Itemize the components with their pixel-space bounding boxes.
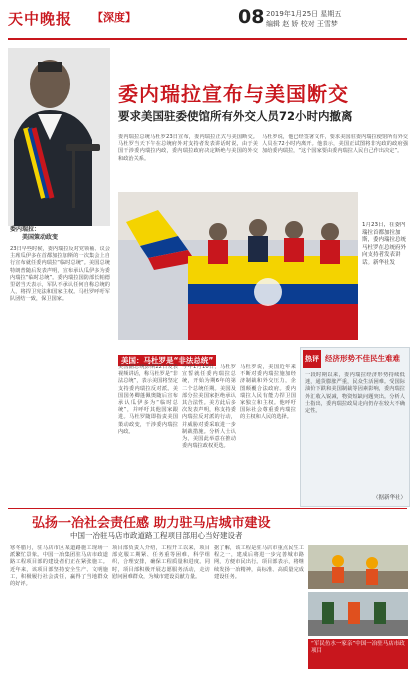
analysis-source: （据新华社） [373, 495, 407, 501]
lead-headline: 委内瑞拉宣布与美国断交 [118, 82, 349, 106]
masthead-rule [8, 38, 407, 40]
speaker-illustration [8, 48, 110, 226]
rally-illustration [118, 192, 358, 340]
lead-intro-right: 马杜罗说，他已经签署文件，要求美国驻委内瑞拉使馆所有外交人员在72小时内离开。他表示，美国正试图将非宪政的政府强加给委内瑞拉，“这个国家要由委内瑞拉人民自己作出决定”。 [262, 134, 408, 155]
hero-photo [8, 48, 110, 226]
bottom-photo-1 [308, 545, 408, 589]
rally-photo [118, 192, 358, 340]
timeline-kicker-label: 美国：马杜罗是“非法总统” [118, 355, 216, 366]
masthead [8, 8, 407, 38]
construction-illustration-1 [308, 545, 408, 589]
section-label: 【深度】 [92, 11, 136, 24]
hero-caption-sub: 美国策动政变 [22, 234, 59, 241]
newspaper-logo: 天中晚报 [8, 10, 73, 28]
bottom-photo-caption: “军民鱼水一家亲”中国一冶驻马店市政项目 [308, 639, 408, 669]
bottom-photo-2 [308, 592, 408, 636]
bottom-col-1: 寒冬腊月，驻马店市区某道路施工现场一派繁忙景象。中国一冶集团驻马店市政道路工程项目部的建设者们正在紧张施工。近年来，该项目部坚持安全生产、文明施工，积极履行社会责任，赢得了当地群众的好评。 [10, 545, 108, 588]
timeline-body: 美国副总统彭斯22日发表视频讲话，称马杜罗是“非法总统”，表示美国将坚定支持委内瑞拉反对派。美国国务卿蓬佩奥随后宣布承认瓜伊多为“临时总统”，并呼吁其他国家跟进。马杜罗随即指责美国策动政变，干涉委内瑞拉内政。 [118, 364, 178, 435]
article-col-3: 马杜罗说，美国近年来不断对委内瑞拉施加经济制裁和外交压力，企图颠覆合法政府。委内瑞拉人民有能力捍卫国家独立和主权。他呼吁国际社会尊重委内瑞拉的主权和人民的选择。 [240, 364, 296, 421]
bottom-col-3: 据了解，该工程是驻马店市重点民生工程之一，建成后将进一步完善城市路网，方便市民出行。项目部表示，将继续发扬一冶精神，高标准、高质量完成建设任务。 [214, 545, 304, 580]
editor-credits: 编辑 赵 娇 校对 王雪梦 [266, 20, 338, 28]
bottom-subheadline: 中国一冶驻马店市政道路工程项目部用心当好建设者 [70, 531, 243, 540]
analysis-kicker: 热评 [303, 350, 321, 368]
analysis-body: 一段时期以来，委内瑞拉经济形势持续低迷，通货膨胀严重，民众生活困难。受国际油价下跌和美国制裁等因素影响，委内瑞拉外汇收入锐减，物资短缺问题突出。分析人士指出，委内瑞拉政局走向仍存在较大不确定性。 [305, 372, 405, 415]
article-col-2: 今年1月10日，马杜罗宣誓就任委内瑞拉总统，开始为期6年的第二个总统任期。美国及部分拉美国家拒绝承认其合法性。美方此后多次发表声明，称支持委内瑞拉反对派的行动，并威胁对委采取进一步制裁措施。分析人士认为，美国此举意在推动委内瑞拉政权更迭。 [182, 364, 236, 450]
analysis-title: 经济形势不佳民生难难 [325, 354, 400, 363]
article-col-1: 23日早些时候，委内瑞拉反对党领袖、议会主席瓜伊多在首都加拉加斯的一次集会上自行宣布就任委内瑞拉“临时总统”。美国总统特朗普随后发表声明，宣布承认瓜伊多为委内瑞拉“临时总统”。委内瑞拉国防部长帕德里诺当天表示，军队不承认任何自称总统的人，将捍卫宪法和国家主权。马杜罗呼吁军队团结一致，保卫国家。 [10, 246, 110, 303]
date-block [266, 9, 341, 29]
bottom-headline: 弘扬一冶社会责任感 助力驻马店城市建设 [32, 516, 271, 531]
lead-subheadline: 要求美国驻委使馆所有外交人员72小时内撤离 [118, 109, 353, 123]
hero-caption [10, 226, 110, 242]
rally-photo-caption: 1月23日，在委内瑞拉首都加拉加斯，委内瑞拉总统马杜罗在总统府外向支持者发表讲话。新华社发 [362, 222, 407, 266]
page-number: 08 [238, 6, 265, 28]
hero-caption-title: 委内瑞拉： [10, 226, 41, 233]
construction-illustration-2 [308, 592, 408, 636]
issue-date: 2019年1月25日 星期五 [266, 10, 342, 18]
bottom-col-2: 项目部负责人介绍，工程开工以来，项目部克服工期紧、任务重等困难，科学组织，合理安排，确保工程质量和进度。同时，项目部积极开展志愿服务活动，走访慰问困难群众，为城市建设贡献力量。 [112, 545, 210, 580]
analysis-box [300, 347, 410, 507]
lead-intro-left: 委内瑞拉总统马杜罗23日宣布，委内瑞拉正式与美国断交。马杜罗当天下午在总统府外对支持者发表讲话时说，由于美国干涉委内瑞拉内政，委内瑞拉政府决定断绝与美国的外交和政治关系。 [118, 134, 258, 162]
bottom-story-rule [8, 508, 407, 509]
